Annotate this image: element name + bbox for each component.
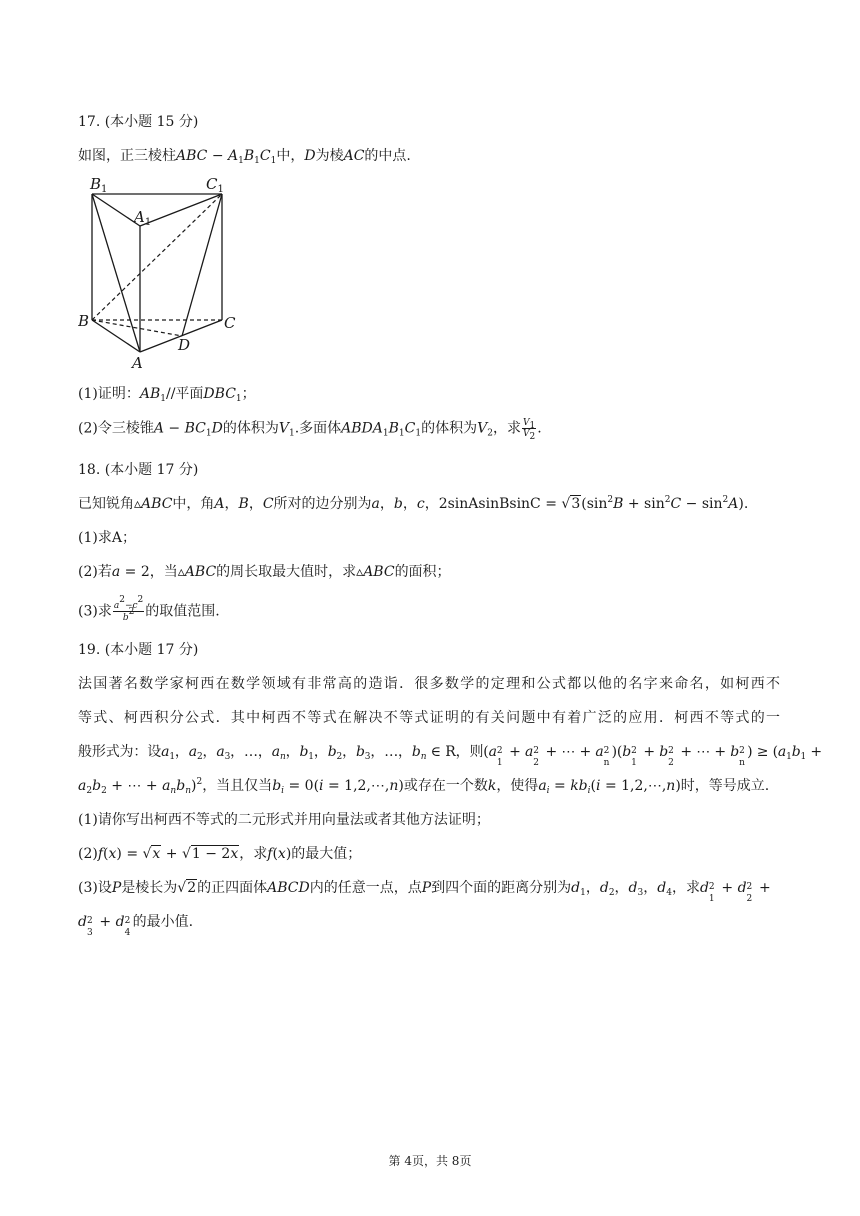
q19-part3: (3)设P是棱长为√2的正四面体ABCD内的任意一点，点P到四个面的距离分别为$d_1$，$d_2$，$d_3$，$d_4$，求d 2 1 + d 2 2 + (78, 880, 771, 904)
q19-part1: (1)请你写出柯西不等式的二元形式并用向量法或者其他方法证明； (78, 812, 490, 828)
label-a: A (132, 354, 143, 372)
q18-header: 18. (本小题 17 分) (78, 462, 199, 478)
q19-line4: $a_2b_2$ + ⋯ + $a_nb_n)^2$，当且仅当$b_i = 0(i$ = 1,2,⋯,n)或存在一个数k，使得$a_i = kb_i(i$ = 1,2,⋯,n)时，等号成立. (78, 777, 770, 796)
label-a1: $A_1$ (134, 208, 152, 228)
page-footer: 第 4页，共 8页 (388, 1154, 472, 1168)
q17-stem: 如图，正三棱柱ABC − $A_1B_1C_1$中，D为棱AC的中点. (78, 148, 411, 166)
q18-part1: (1)求A； (78, 530, 136, 546)
q19-line3: 般形式为：设$a_1$，$a_2$，$a_3$，…，$a_n$，$b_1$，$b_2$，$b_3$，…，$b_n$ ∈ R，则(a 2 1 + a 2 2 + ⋯ + a 2 n )(b 2 1 + b 2 2 + ⋯ + b 2 n ) ≥ ($a_1b_1$ + (78, 744, 822, 768)
q17-part1: (1)证明：$AB_1//$平面$DBC_1$； (78, 386, 256, 404)
q19-header: 19. (本小题 17 分) (78, 642, 199, 658)
label-b: B (78, 312, 90, 330)
label-c: C (224, 314, 236, 332)
label-d: D (178, 336, 191, 354)
q19-line2: 等式、柯西积分公式．其中柯西不等式在解决不等式证明的有关问题中有着广泛的应用．柯西不等式的一 (78, 710, 780, 726)
label-b1: $B_1$ (90, 175, 108, 195)
q19-part2: (2)f(x) = √x + √1 − 2x，求f(x)的最大值； (78, 846, 362, 862)
q18-stem: 已知锐角▵ABC中，角A，B，C所对的边分别为a，b，c，2sinAsinBsinC = $√3(\sin^2B + \sin^2C - \sin^2A)$. (78, 495, 749, 512)
q18-part2: (2)若a = 2，当▵ABC的周长取最大值时，求▵ABC的面积； (78, 564, 451, 580)
q19-part3-cont: d 2 3 + d 2 4 的最小值. (78, 914, 194, 938)
q17-header: 17. (本小题 15 分) (78, 114, 199, 130)
q19-line1: 法国著名数学家柯西在数学领域有非常高的造诣．很多数学的定理和公式都以他的名字来命名，如柯西不 (78, 676, 780, 692)
label-c1: $C_1$ (206, 175, 224, 195)
q18-part3: (3)求 $\frac{a^2-c^2}{b^2}$ 的取值范围. (78, 595, 220, 623)
prism-figure (78, 172, 243, 372)
q17-part2: (2)令三棱锥$A - BC_1D$的体积为$V_1$.多面体$ABDA_1B_1C_1$的体积为$V_2$，求 $\frac{V_1}{V_2}$ . (78, 418, 542, 442)
